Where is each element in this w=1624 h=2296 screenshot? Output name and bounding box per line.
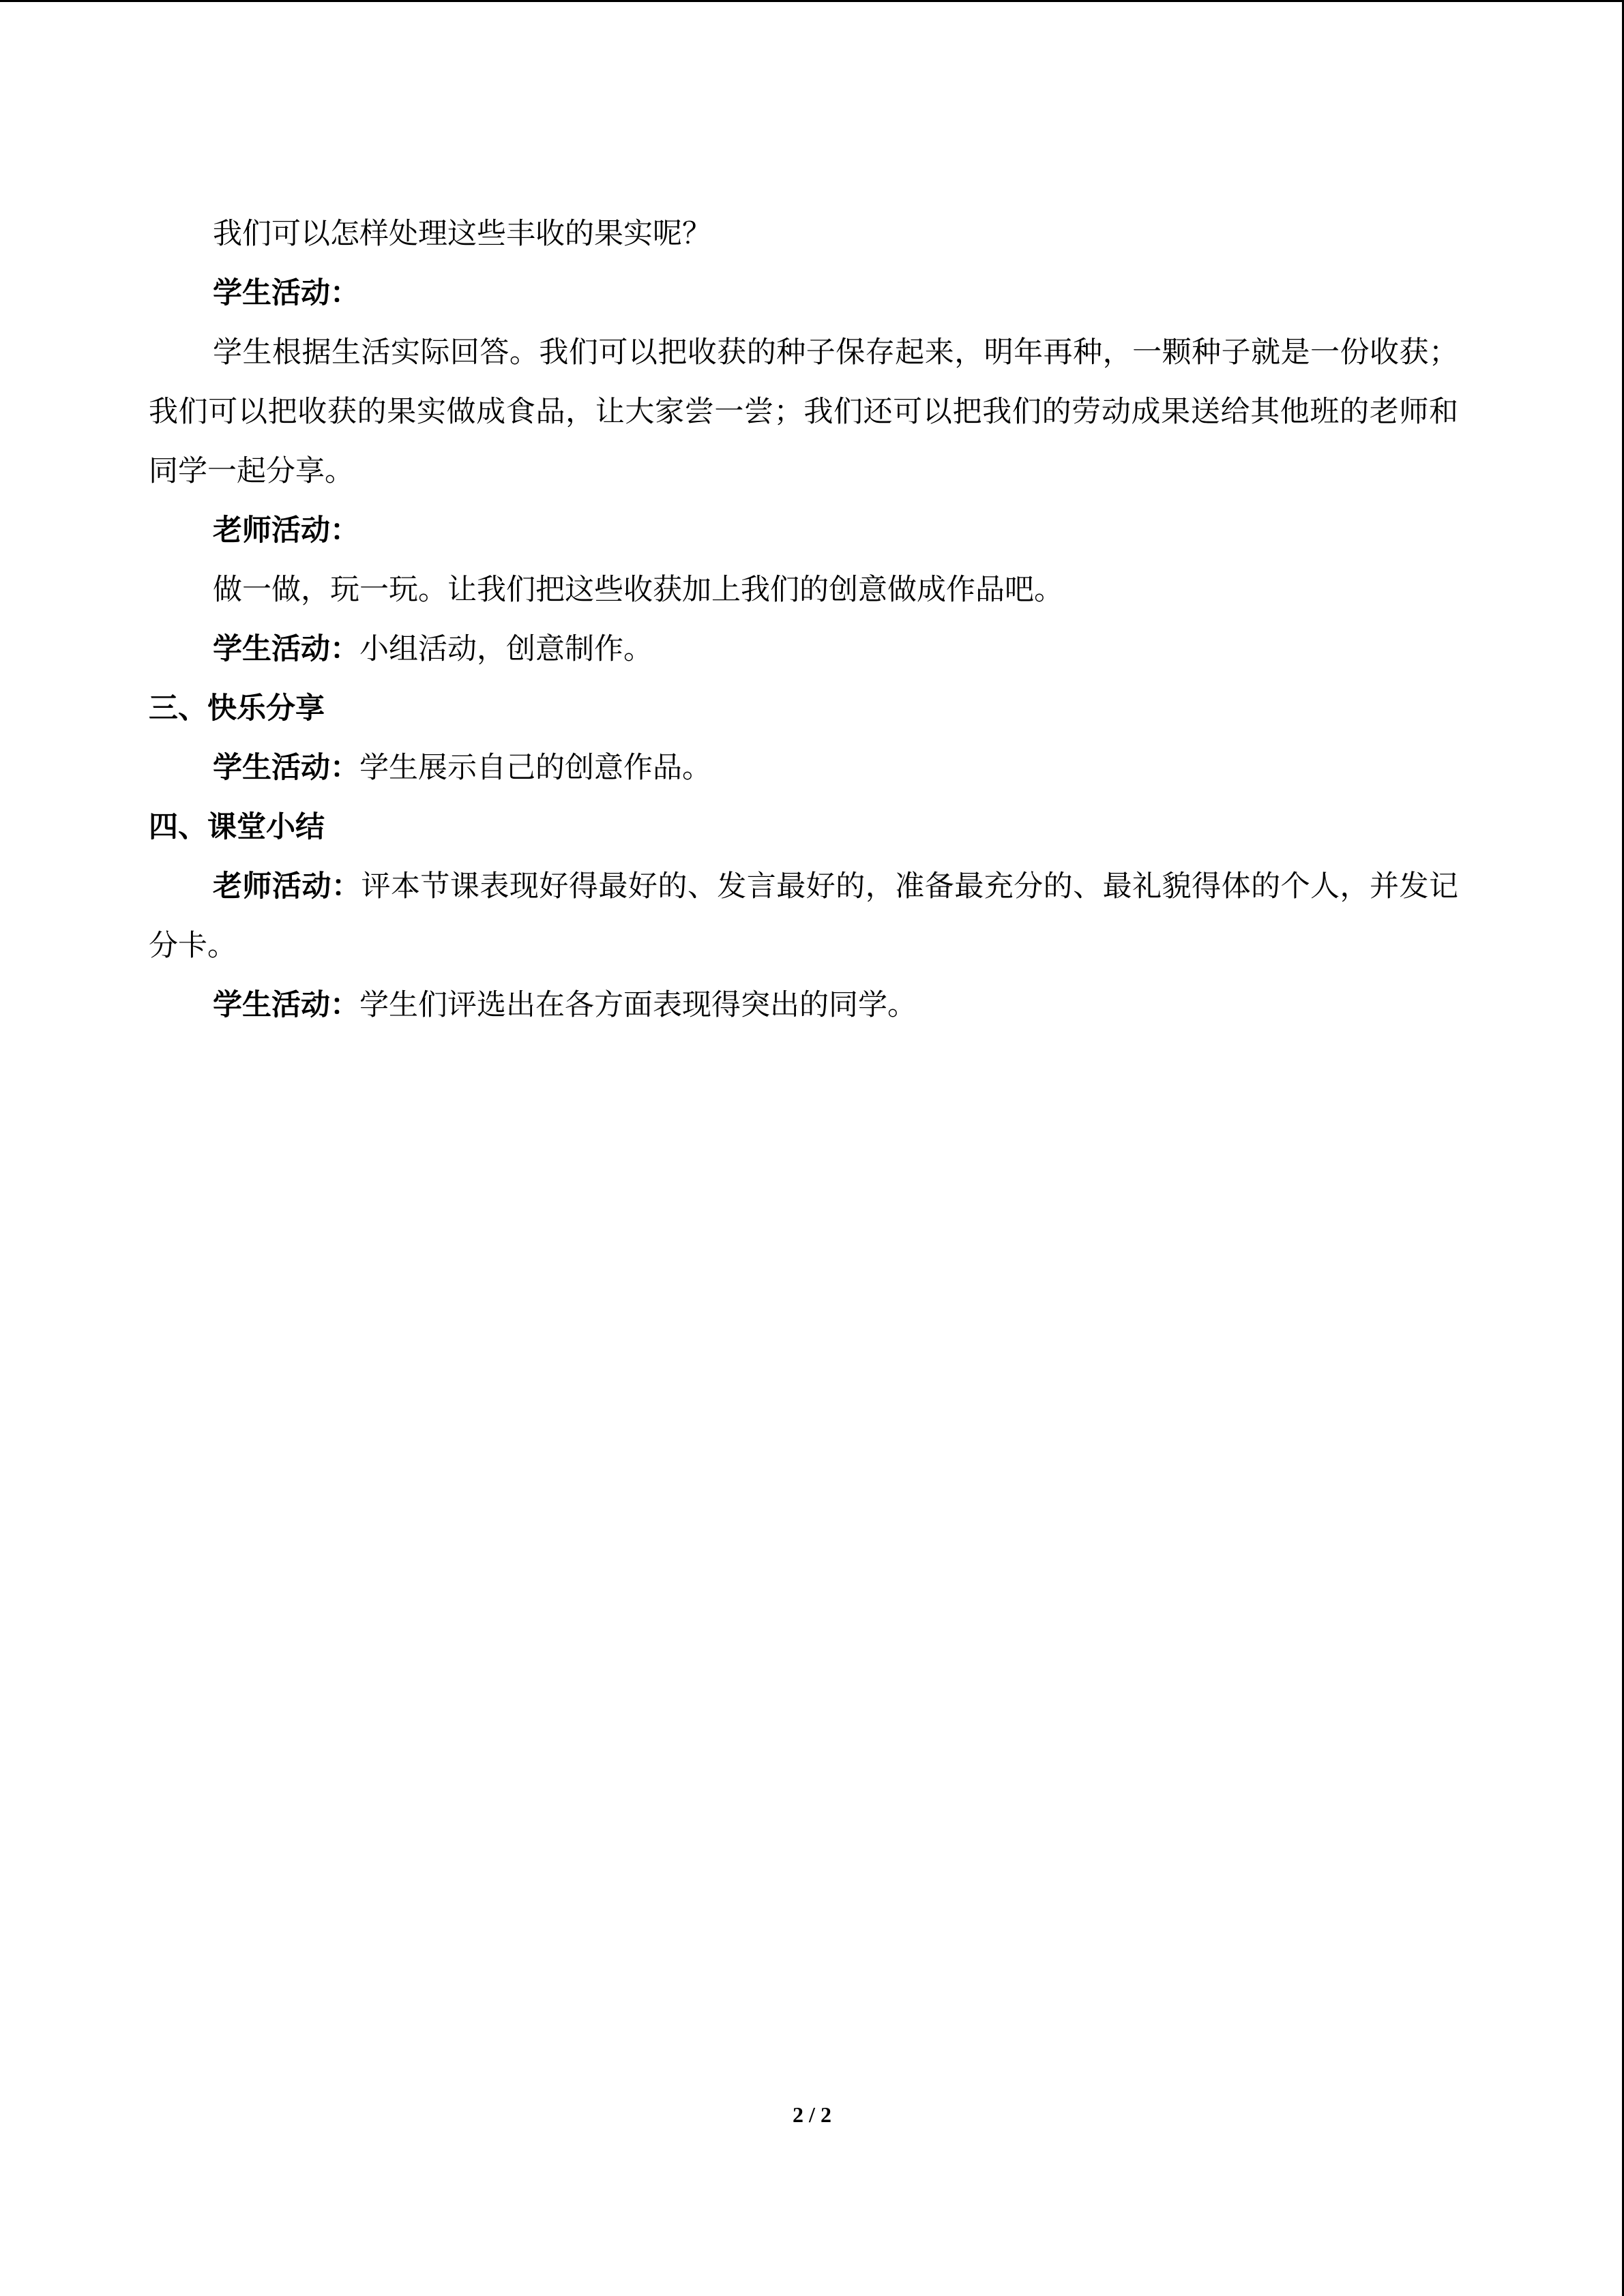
document-body bbox=[149, 205, 1458, 1035]
paragraph bbox=[149, 857, 1458, 976]
teacher-activity-label: 老师活动： bbox=[213, 513, 359, 548]
paragraph bbox=[149, 739, 1458, 798]
student-activity-label: 学生活动： bbox=[213, 988, 359, 1022]
paragraph-text: 学生们评选出在各方面表现得突出的同学。 bbox=[359, 988, 917, 1022]
paragraph: 做一做，玩一玩。让我们把这些收获加上我们的创意做成作品吧。 bbox=[213, 573, 1063, 607]
student-activity-label: 学生活动： bbox=[213, 632, 359, 666]
student-activity-label: 学生活动： bbox=[213, 276, 359, 310]
section-heading: 四、课堂小结 bbox=[149, 810, 325, 844]
paragraph bbox=[149, 620, 1458, 679]
paragraph: 学生根据生活实际回答。我们可以把收获的种子保存起来，明年再种，一颗种子就是一份收获；我们可以把收获的果实做成食品，让大家尝一尝；我们还可以把我们的劳动成果送给其他班的老师和同学一起分享。 bbox=[149, 336, 1458, 488]
paragraph bbox=[149, 976, 1458, 1035]
teacher-activity-label: 老师活动： bbox=[213, 869, 361, 904]
paragraph-text: 评本节课表现好得最好的、发言最好的，准备最充分的、最礼貌得体的个人，并发记分卡。 bbox=[149, 869, 1459, 963]
student-activity-label: 学生活动： bbox=[213, 751, 359, 785]
paragraph-text: 小组活动，创意制作。 bbox=[359, 632, 653, 666]
page-number: 2 / 2 bbox=[793, 2102, 831, 2127]
paragraph-text: 学生展示自己的创意作品。 bbox=[359, 751, 711, 785]
paragraph: 我们可以怎样处理这些丰收的果实呢？ bbox=[213, 217, 711, 251]
section-heading: 三、快乐分享 bbox=[149, 691, 325, 726]
